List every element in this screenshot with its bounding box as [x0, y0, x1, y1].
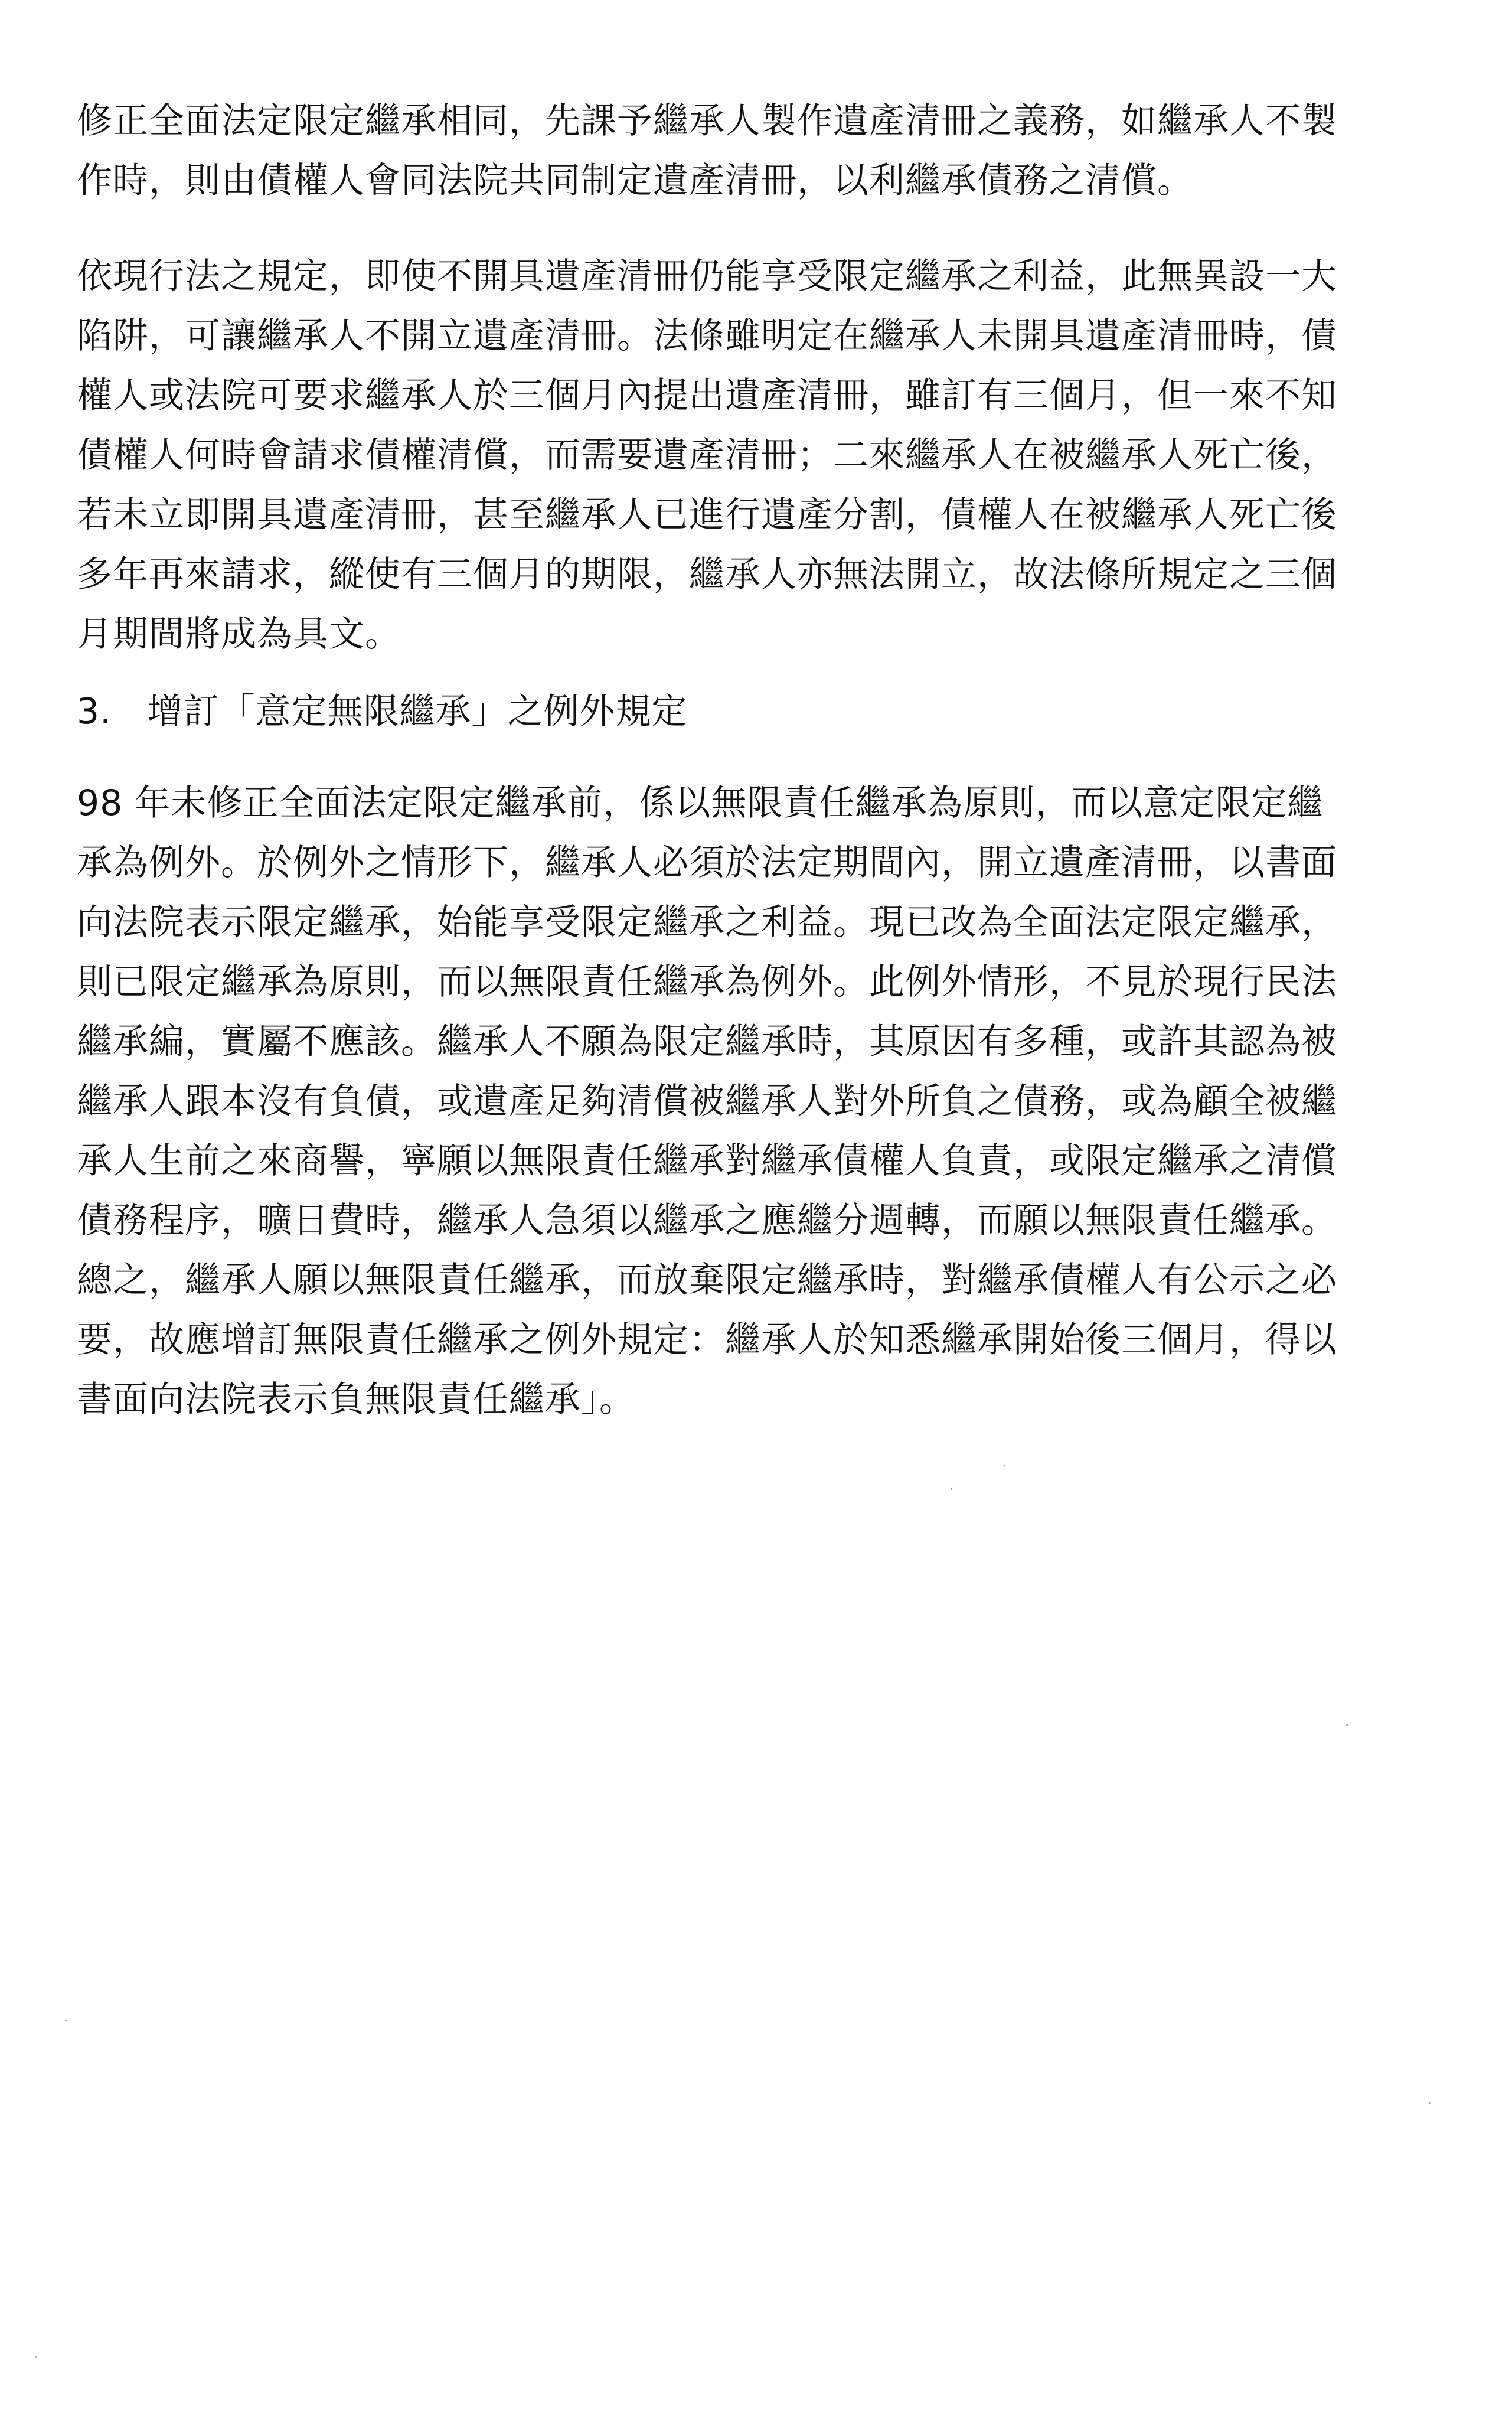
text-line: 總之，繼承人願以無限責任繼承，而放棄限定繼承時，對繼承債權人有公示之必: [77, 1260, 1337, 1301]
text-line: 作時，則由債權人會同法院共同制定遺產清冊，以利繼承債務之清償。: [77, 160, 1193, 201]
scan-speck: [65, 2020, 67, 2021]
text-line: 多年再來請求，縱使有三個月的期限，繼承人亦無法開立，故法條所規定之三個: [77, 554, 1337, 595]
text-line: 若未立即開具遺產清冊，甚至繼承人已進行遺產分割，債權人在被繼承人死亡後: [77, 494, 1337, 536]
scan-speck: [1004, 1465, 1005, 1466]
scan-speck: [1346, 1724, 1348, 1726]
text-line: 債務程序，曠日費時，繼承人急須以繼承之應繼分週轉，而願以無限責任繼承。: [77, 1200, 1337, 1241]
text-line: 98 年未修正全面法定限定繼承前，係以無限責任繼承為原則，而以意定限定繼: [77, 782, 1324, 824]
text-line: 依現行法之規定，即使不開具遺產清冊仍能享受限定繼承之利益，此無異設一大: [77, 256, 1337, 297]
paragraph-exception-rule: [77, 774, 1435, 1430]
text-line: 修正全面法定限定繼承相同，先課予繼承人製作遺產清冊之義務，如繼承人不製: [77, 100, 1337, 142]
text-line: 權人或法院可要求繼承人於三個月內提出遺產清冊，雖訂有三個月，但一來不知: [77, 375, 1337, 416]
paragraph-revision-summary: [77, 92, 1435, 211]
text-line: 債權人何時會請求債權清償，而需要遺產清冊；二來繼承人在被繼承人死亡後，: [77, 435, 1337, 476]
text-line: 繼承編，實屬不應該。繼承人不願為限定繼承時，其原因有多種，或許其認為被: [77, 1021, 1337, 1062]
text-line: 則已限定繼承為原則，而以無限責任繼承為例外。此例外情形，不見於現行民法: [77, 961, 1337, 1003]
scan-speck: [1429, 2102, 1431, 2104]
section-title: 增訂「意定無限繼承」之例外規定: [147, 691, 688, 732]
scan-speck: [951, 1488, 952, 1490]
text-line: 要，故應增訂無限責任繼承之例外規定：繼承人於知悉繼承開始後三個月，得以: [77, 1319, 1337, 1361]
text-line: 承為例外。於例外之情形下，繼承人必須於法定期間內，開立遺產清冊，以書面: [77, 842, 1337, 883]
text-line: 書面向法院表示負無限責任繼承」。: [77, 1379, 635, 1420]
paragraph-current-law-critique: [77, 247, 1435, 664]
text-line: 繼承人跟本沒有負債，或遺產足夠清償被繼承人對外所負之債務，或為顧全被繼: [77, 1081, 1337, 1122]
text-line: 月期間將成為具文。: [77, 614, 401, 655]
text-line: 承人生前之來商譽，寧願以無限責任繼承對繼承債權人負責，或限定繼承之清償: [77, 1140, 1337, 1182]
section-number: 3.: [77, 691, 112, 732]
text-line: 向法院表示限定繼承，始能享受限定繼承之利益。現已改為全面法定限定繼承，: [77, 902, 1337, 943]
text-line: 陷阱，可讓繼承人不開立遺產清冊。法條雖明定在繼承人未開具遺產清冊時，債: [77, 315, 1337, 357]
section-heading-line: [77, 682, 1435, 742]
scan-speck: [35, 2356, 37, 2358]
section-heading: [77, 682, 1435, 742]
